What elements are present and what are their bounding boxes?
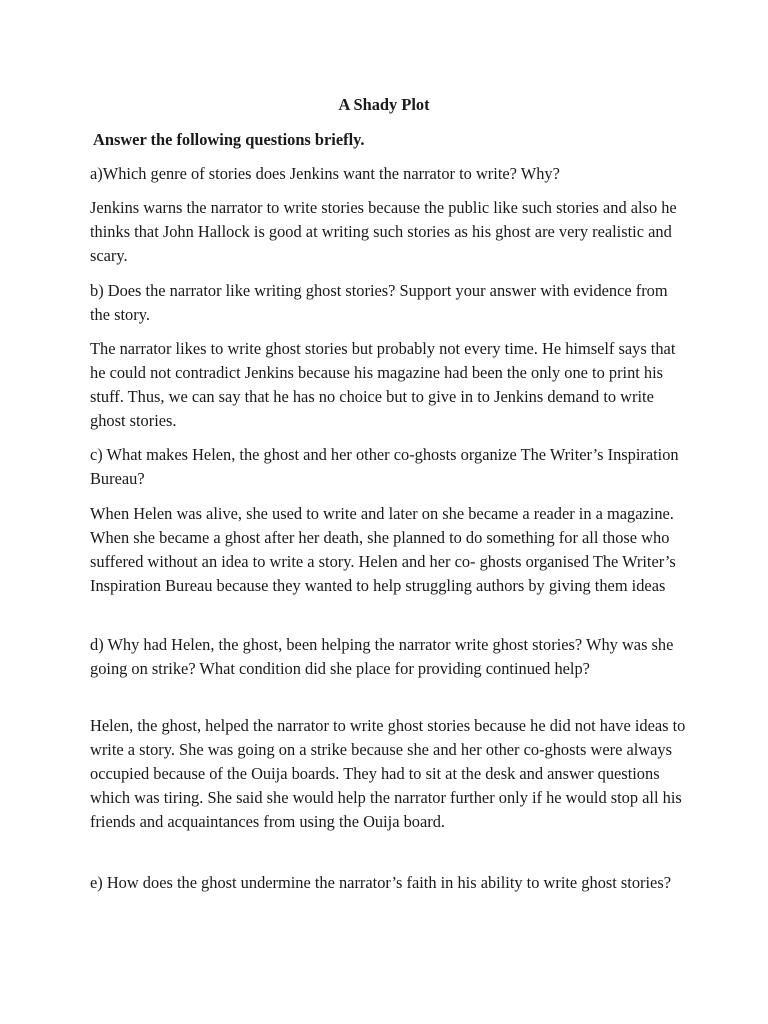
answer-c: When Helen was alive, she used to write and later on she became a reader in a magazine. When she became a ghost after her death, she planned to do something for all those who suffered without an idea to write a story. Helen and her co- ghosts organised The Writer’s Inspiration Bureau because they wanted to help struggling authors by giving them ideas bbox=[90, 504, 676, 595]
answer-b: The narrator likes to write ghost stories but probably not every time. He himself says that he could not contradict Jenkins because his magazine had been the only one to print his stuff. Thus, we can say that he has no choice but to give in to Jenkins demand to write ghost stories. bbox=[90, 339, 676, 430]
instructions-heading: Answer the following questions briefly. bbox=[93, 130, 365, 149]
answer-d: Helen, the ghost, helped the narrator to write ghost stories because he did not have ideas to write a story. She was going on a strike because she and her other co-ghosts were always occupied because of the Ouija boards. They had to sit at the desk and answer questions which was tiring. She said she would help the narrator further only if he would stop all his friends and acquaintances from using the Ouija board. bbox=[90, 716, 686, 831]
question-a: a)Which genre of stories does Jenkins want the narrator to write? Why? bbox=[90, 164, 560, 183]
question-c: c) What makes Helen, the ghost and her other co-ghosts organize The Writer’s Inspiration Bureau? bbox=[90, 445, 679, 488]
document-title: A Shady Plot bbox=[338, 95, 430, 114]
question-b: b) Does the narrator like writing ghost stories? Support your answer with evidence from the story. bbox=[90, 281, 668, 324]
question-d: d) Why had Helen, the ghost, been helping the narrator write ghost stories? Why was she going on strike? What condition did she place for providing continued help? bbox=[90, 635, 674, 678]
question-e: e) How does the ghost undermine the narrator’s faith in his ability to write ghost stories? bbox=[90, 873, 671, 892]
answer-a: Jenkins warns the narrator to write stories because the public like such stories and also he thinks that John Hallock is good at writing such stories as his ghost are very realistic and scary. bbox=[90, 198, 677, 265]
